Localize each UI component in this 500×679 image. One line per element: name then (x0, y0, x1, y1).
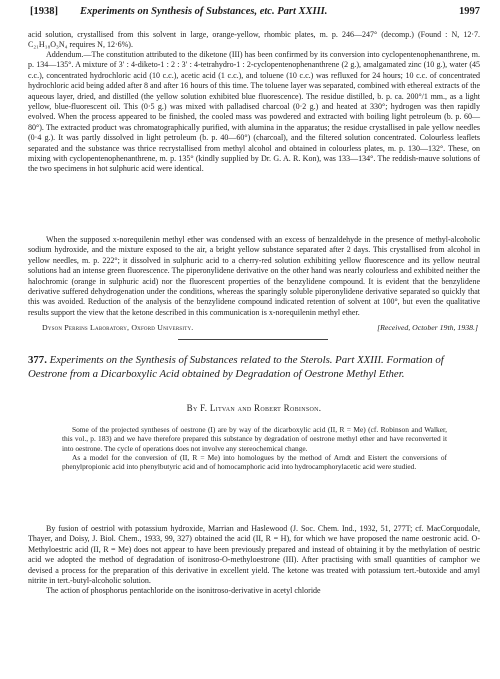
closing-paragraph: When the supposed x-norequilenin methyl ether was condensed with an excess of benzaldehyde in the presence of methyl-alcoholic sodium hydroxide, and the mixture exposed to the air, a bright yellow substance separated after 2 days. This crystallised from alcohol in yellow needles, m. p. 222°; it dissolved in sulphuric acid to a cherry-red solution exhibiting yellow fluorescence and its yellow neutral solutions had an intense green fluorescence. The piperonylidene derivative on the other hand was nearly colourless and exhibited neither the halochromic (orange in sulphuric acid) nor the fluorescent properties of the benzylidene compound. It is evident that the benzylidene derivative suffered dehydrogenation under the conditions, whereas the sparingly soluble piperonylidene derivative separated so quickly that this was avoided. Reduction of the analysis of the benzylidene compound indicated retention of solvent at 100°, but even the qualitative results support the view that the ketone described in this communication is x-norequilenin methyl ether. (28, 235, 480, 317)
received-date: [Received, October 19th, 1938.] (377, 323, 478, 332)
article-body (28, 524, 480, 597)
article-abstract (62, 425, 447, 471)
addendum-section (28, 50, 480, 175)
body-paragraph: By fusion of oestriol with potassium hydroxide, Marrian and Haslewood (J. Soc. Chem. Ind., 1932, 51, 277T; cf. MacCorquodale, Thayer, and Doisy, J. Biol. Chem., 1933, 99, 327) obtained the acid (II, R = H), for which we have proposed the name oestronic acid. O-Methyloestric acid (II, R = Me) does not appear to have been previously prepared and instead of obtaining it by the methylation of oestric acid we adopted the method of degradation of isonitroso-O-methyloestrone (III). After practising with small quantities of camphor we devised a process for the preparation of this derivative in excellent yield. The ketone was treated with potassium tert.-butoxide and amyl nitrite in tert.-butyl-alcoholic solution. (28, 524, 480, 586)
running-head-year: [1938] (30, 6, 58, 17)
addendum-paragraph: Addendum.—The constitution attributed to the diketone (III) has been confirmed by its conversion into cyclopentenophenanthrene, m. p. 134—135°. A mixture of 3′ : 4-diketo-1 : 2 : 3′ : 4-tetrahydro-1 : 2-cyclopentenophenanthrene (2 g.), amalgamated zinc (10 g.), water (45 c.c.), concentrated hydrochloric acid (10 c.c.), acetic acid (1 c.c.), and toluene (10 c.c.) was refluxed for 24 hours; 10 c.c. of concentrated hydrochloric acid being added after 8 and after 16 hours of this time. The toluene layer was separated, combined with ethereal extracts of the aqueous layer, dried, and distilled (the yellow solution exhibited blue fluorescence). The residue distilled, b. p. ca. 200°/1 mm., as a light yellow, blue-fluorescent oil. This (0·5 g.) was mixed with palladised charcoal (0·2 g.) and heated at 330°; hydrogen was then rapidly evolved. When the process appeared to be finished, the cooled mass was powdered and extracted with boiling light petroleum (b. p. 60—80°). The extracted product was chromatographically purified, with alumina in the apparatus; the residue crystallised in pale yellow needles (0·4 g.). It was partly dissolved in light petroleum (b. p. 40—60°) (charcoal), and the filtered solution concentrated. Colourless leaflets separated and the substance was thrice recrystallised from methyl alcohol and obtained in colourless plates, m. p. 130—132°. These, on mixing with cyclopentenophenanthrene, m. p. 135° (kindly supplied by Dr. G. A. R. Kon), was 133—134°. The reddish-mauve solutions of the two specimens in hot sulphuric acid were identical. (28, 50, 480, 174)
closing-section (28, 235, 480, 318)
page-number: 1997 (459, 6, 480, 17)
article-authors: By F. Litvan and Robert Robinson. (186, 403, 322, 413)
article-title: Experiments on the Synthesis of Substances related to the Sterols. Part XXIII. Formation of Oestrone from a Dicarboxylic Acid obtained by Degradation of Oestrone Methyl Ether. (28, 354, 444, 381)
running-head-title: Experiments on Synthesis of Substances, etc. Part XXIII. (80, 6, 328, 17)
article-separator-rule (178, 339, 328, 340)
abstract-paragraph: As a model for the conversion of (II, R = Me) into homologues by the method of Arndt and Eistert the conversions of phenylpropionic acid into phenylbutyric acid and of homocamphoric acid into hydrocamphorylacetic acid were studied. (62, 452, 447, 472)
previous-article-opening (28, 30, 480, 51)
journal-page (28, 0, 480, 679)
body-paragraph: The action of phosphorus pentachloride on the isonitroso-derivative in acetyl chloride (46, 586, 321, 596)
laboratory-name: Dyson Perrins Laboratory, Oxford University. (42, 323, 194, 332)
opening-paragraph: acid solution, crystallised from this solvent in large, orange-yellow, rhombic plates, m. p. 246—247° (decomp.) (Found : N, 12·7. C₂₁H₁₈O₃N₄ requires N, 12·6%). (28, 30, 480, 50)
running-head (28, 5, 480, 19)
article-heading (28, 353, 480, 382)
abstract-paragraph: Some of the projected syntheses of oestrone (I) are by way of the dicarboxylic acid (II, R = Me) (cf. Robinson and Walker, this vol., p. 183) and we have therefore prepared this substance by degradation of oestrone methyl ether and have reconverted it into oestrone. The cycle of operations does not involve any stereochemical change. (62, 425, 447, 453)
article-number: 377. (28, 354, 47, 366)
